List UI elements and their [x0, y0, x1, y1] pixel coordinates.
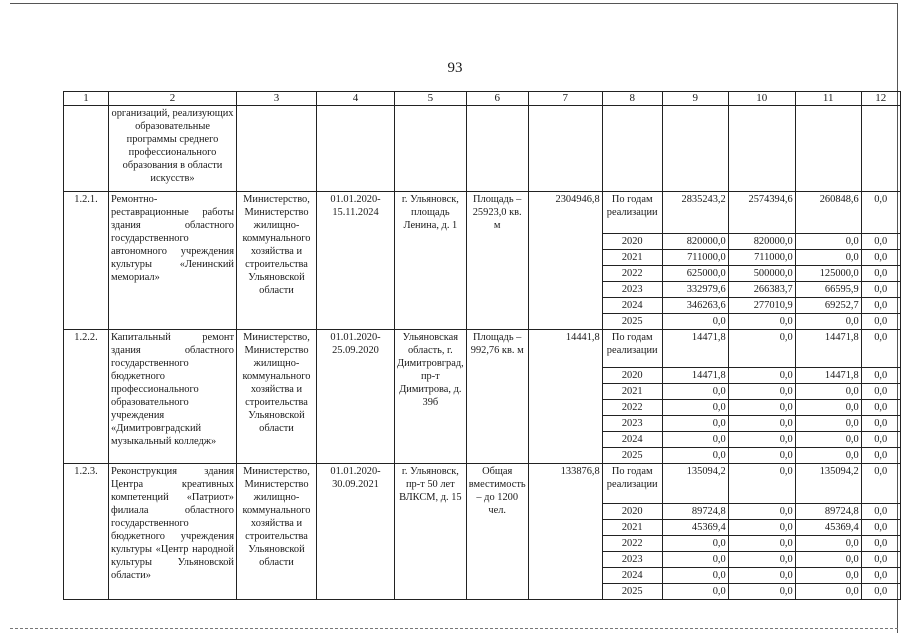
period-label: 2022 [602, 266, 662, 282]
period-label: По годам реализации [602, 192, 662, 234]
regional-value: 0,0 [795, 234, 861, 250]
total-value: 0,0 [662, 584, 728, 600]
regional-value: 0,0 [795, 384, 861, 400]
object-row [64, 330, 901, 368]
object-address: г. Ульяновск, пр-т 50 лет ВЛКСМ, д. 15 [395, 464, 467, 600]
period-label: 2020 [602, 234, 662, 250]
estimated-cost: 14441,8 [528, 330, 602, 464]
federal-value: 820000,0 [728, 234, 795, 250]
page-border-top [10, 3, 898, 4]
continuation-text: организаций, реализующих образовательные программы среднего профессионального образования в области искусств» [109, 106, 237, 192]
federal-value: 0,0 [728, 314, 795, 330]
object-name: Ремонтно-реставрационные работы здания областного государственного автономного учреждения культуры «Ленинский мемориал» [109, 192, 237, 330]
period-label: 2021 [602, 384, 662, 400]
other-value: 0,0 [861, 368, 900, 384]
other-value: 0,0 [861, 568, 900, 584]
other-value: 0,0 [861, 448, 900, 464]
other-value: 0,0 [861, 536, 900, 552]
object-name: Реконструкция здания Центра креативных компетенций «Патриот» филиала областного государственного бюджетного учреждения культуры «Центр народной культуры Ульяновской области» [109, 464, 237, 600]
regional-value: 14471,8 [795, 330, 861, 368]
period-label: 2023 [602, 416, 662, 432]
total-value: 0,0 [662, 568, 728, 584]
period-label: 2023 [602, 282, 662, 298]
header-cell: 2 [109, 92, 237, 106]
regional-value: 0,0 [795, 584, 861, 600]
regional-value: 0,0 [795, 552, 861, 568]
regional-value: 89724,8 [795, 504, 861, 520]
other-value: 0,0 [861, 400, 900, 416]
header-cell: 8 [602, 92, 662, 106]
regional-value: 0,0 [795, 250, 861, 266]
page-number: 93 [447, 60, 463, 76]
total-value: 45369,4 [662, 520, 728, 536]
regional-value: 135094,2 [795, 464, 861, 504]
total-value: 0,0 [662, 384, 728, 400]
total-value: 0,0 [662, 314, 728, 330]
other-value: 0,0 [861, 234, 900, 250]
total-value: 346263,6 [662, 298, 728, 314]
period-label: 2023 [602, 552, 662, 568]
total-value: 0,0 [662, 400, 728, 416]
period-label: 2020 [602, 368, 662, 384]
federal-value: 0,0 [728, 400, 795, 416]
total-value: 625000,0 [662, 266, 728, 282]
federal-value: 0,0 [728, 368, 795, 384]
object-number: 1.2.2. [64, 330, 109, 464]
other-value: 0,0 [861, 298, 900, 314]
period-label: 2021 [602, 520, 662, 536]
responsible-ministry: Министерство, Министерство жилищно-коммунального хозяйства и строительства Ульяновской области [237, 330, 317, 464]
other-value: 0,0 [861, 432, 900, 448]
object-number: 1.2.1. [64, 192, 109, 330]
other-value: 0,0 [861, 330, 900, 368]
federal-value: 277010,9 [728, 298, 795, 314]
federal-value: 2574394,6 [728, 192, 795, 234]
object-capacity: Площадь – 25923,0 кв. м [466, 192, 528, 330]
period-label: 2025 [602, 314, 662, 330]
federal-value: 711000,0 [728, 250, 795, 266]
period-label: 2020 [602, 504, 662, 520]
federal-value: 0,0 [728, 464, 795, 504]
total-value: 135094,2 [662, 464, 728, 504]
period-label: 2022 [602, 400, 662, 416]
regional-value: 0,0 [795, 400, 861, 416]
period-label: 2025 [602, 584, 662, 600]
implementation-period: 01.01.2020-30.09.2021 [317, 464, 395, 600]
other-value: 0,0 [861, 504, 900, 520]
other-value: 0,0 [861, 552, 900, 568]
total-value: 14471,8 [662, 368, 728, 384]
implementation-period: 01.01.2020-15.11.2024 [317, 192, 395, 330]
regional-value: 0,0 [795, 314, 861, 330]
header-cell: 11 [795, 92, 861, 106]
total-value: 89724,8 [662, 504, 728, 520]
federal-value: 0,0 [728, 568, 795, 584]
estimated-cost: 133876,8 [528, 464, 602, 600]
period-label: 2024 [602, 568, 662, 584]
other-value: 0,0 [861, 266, 900, 282]
other-value: 0,0 [861, 314, 900, 330]
regional-value: 14471,8 [795, 368, 861, 384]
other-value: 0,0 [861, 384, 900, 400]
program-table [63, 91, 901, 600]
page-border-bottom [10, 628, 898, 630]
federal-value: 500000,0 [728, 266, 795, 282]
total-value: 2835243,2 [662, 192, 728, 234]
other-value: 0,0 [861, 282, 900, 298]
implementation-period: 01.01.2020-25.09.2020 [317, 330, 395, 464]
federal-value: 0,0 [728, 536, 795, 552]
period-label: 2022 [602, 536, 662, 552]
other-value: 0,0 [861, 464, 900, 504]
regional-value: 0,0 [795, 416, 861, 432]
regional-value: 125000,0 [795, 266, 861, 282]
object-address: г. Ульяновск, площадь Ленина, д. 1 [395, 192, 467, 330]
object-name: Капитальный ремонт здания областного государственного бюджетного профессионального образовательного учреждения «Димитровградский музыкальный колледж» [109, 330, 237, 464]
responsible-ministry: Министерство, Министерство жилищно-коммунального хозяйства и строительства Ульяновской области [237, 192, 317, 330]
total-value: 820000,0 [662, 234, 728, 250]
header-cell: 5 [395, 92, 467, 106]
header-cell: 1 [64, 92, 109, 106]
object-row [64, 464, 901, 504]
period-label: По годам реализации [602, 330, 662, 368]
period-label: 2024 [602, 298, 662, 314]
regional-value: 0,0 [795, 568, 861, 584]
estimated-cost: 2304946,8 [528, 192, 602, 330]
period-label: По годам реализации [602, 464, 662, 504]
federal-value: 0,0 [728, 448, 795, 464]
federal-value: 0,0 [728, 584, 795, 600]
total-value: 0,0 [662, 416, 728, 432]
header-cell: 3 [237, 92, 317, 106]
other-value: 0,0 [861, 192, 900, 234]
header-cell: 6 [466, 92, 528, 106]
federal-value: 0,0 [728, 416, 795, 432]
regional-value: 0,0 [795, 448, 861, 464]
total-value: 711000,0 [662, 250, 728, 266]
regional-value: 45369,4 [795, 520, 861, 536]
header-cell: 9 [662, 92, 728, 106]
regional-value: 66595,9 [795, 282, 861, 298]
regional-value: 69252,7 [795, 298, 861, 314]
regional-value: 260848,6 [795, 192, 861, 234]
object-address: Ульяновская область, г. Димитровград, пр-т Димитрова, д. 39б [395, 330, 467, 464]
federal-value: 0,0 [728, 520, 795, 536]
federal-value: 0,0 [728, 552, 795, 568]
header-row [64, 92, 901, 106]
period-label: 2025 [602, 448, 662, 464]
other-value: 0,0 [861, 584, 900, 600]
header-cell: 7 [528, 92, 602, 106]
object-row [64, 192, 901, 234]
federal-value: 0,0 [728, 330, 795, 368]
total-value: 0,0 [662, 448, 728, 464]
federal-value: 0,0 [728, 504, 795, 520]
responsible-ministry: Министерство, Министерство жилищно-коммунального хозяйства и строительства Ульяновской области [237, 464, 317, 600]
total-value: 332979,6 [662, 282, 728, 298]
other-value: 0,0 [861, 416, 900, 432]
header-cell: 4 [317, 92, 395, 106]
other-value: 0,0 [861, 520, 900, 536]
federal-value: 0,0 [728, 384, 795, 400]
regional-value: 0,0 [795, 536, 861, 552]
total-value: 0,0 [662, 536, 728, 552]
object-capacity: Общая вместимость – до 1200 чел. [466, 464, 528, 600]
total-value: 0,0 [662, 432, 728, 448]
header-cell: 12 [861, 92, 900, 106]
total-value: 0,0 [662, 552, 728, 568]
header-cell: 10 [728, 92, 795, 106]
object-capacity: Площадь – 992,76 кв. м [466, 330, 528, 464]
federal-value: 0,0 [728, 432, 795, 448]
object-number: 1.2.3. [64, 464, 109, 600]
period-label: 2021 [602, 250, 662, 266]
regional-value: 0,0 [795, 432, 861, 448]
continuation-row [64, 106, 901, 192]
federal-value: 266383,7 [728, 282, 795, 298]
other-value: 0,0 [861, 250, 900, 266]
period-label: 2024 [602, 432, 662, 448]
total-value: 14471,8 [662, 330, 728, 368]
